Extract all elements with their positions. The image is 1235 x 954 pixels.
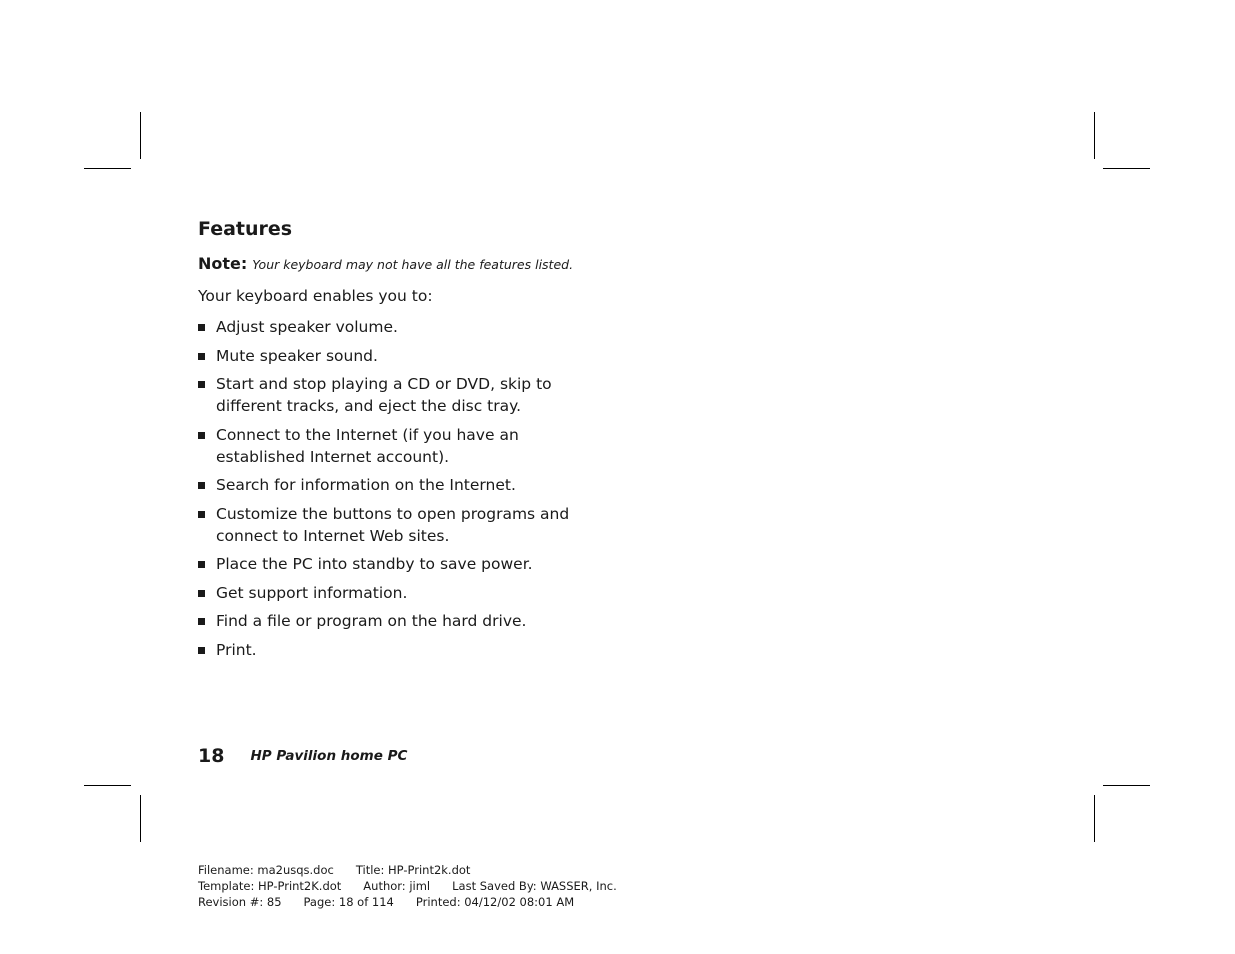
note-label: Note: <box>198 254 248 273</box>
document-info <box>198 862 617 910</box>
square-bullet-icon <box>198 618 205 625</box>
list-item-text: Find a file or program on the hard drive. <box>216 612 527 630</box>
doc-filename: Filename: ma2usqs.doc <box>198 863 334 877</box>
list-item-text: Connect to the Internet (if you have an established Internet account). <box>216 425 519 466</box>
square-bullet-icon <box>198 511 205 518</box>
list-item <box>198 503 578 547</box>
doc-template: Template: HP-Print2K.dot <box>198 879 342 893</box>
doc-info-row <box>198 862 617 878</box>
features-section <box>198 216 578 667</box>
doc-page: Page: 18 of 114 <box>303 895 394 909</box>
square-bullet-icon <box>198 353 205 360</box>
doc-last-saved-by: Last Saved By: WASSER, Inc. <box>452 879 617 893</box>
square-bullet-icon <box>198 561 205 568</box>
list-item-text: Print. <box>216 640 257 659</box>
square-bullet-icon <box>198 432 205 439</box>
crop-mark-bottom-right-vertical <box>1094 795 1095 842</box>
list-item-text: Get support information. <box>216 583 408 602</box>
doc-printed: Printed: 04/12/02 08:01 AM <box>415 895 575 909</box>
list-item <box>198 582 578 604</box>
square-bullet-icon <box>198 482 205 489</box>
intro-text: Your keyboard enables you to: <box>198 287 433 305</box>
doc-author: Author: jiml <box>363 879 431 893</box>
square-bullet-icon <box>198 590 205 597</box>
doc-info-row <box>198 878 617 894</box>
page-number: 18 <box>198 745 225 767</box>
list-item-text: Search for information on the Internet. <box>216 476 516 494</box>
page-footer <box>198 745 407 771</box>
section-heading: Features <box>198 218 293 240</box>
note-text: Your keyboard may not have all the features listed. <box>252 257 574 272</box>
list-item <box>198 373 578 417</box>
doc-revision: Revision #: 85 <box>198 895 282 909</box>
crop-mark-top-left-vertical <box>140 112 141 159</box>
features-list <box>198 316 578 661</box>
square-bullet-icon <box>198 324 205 331</box>
list-item-text: Customize the buttons to open programs and connect to Internet Web sites. <box>216 504 570 545</box>
list-item-text: Adjust speaker volume. <box>216 318 398 336</box>
square-bullet-icon <box>198 647 205 654</box>
doc-title: Title: HP-Print2k.dot <box>355 863 471 877</box>
crop-mark-bottom-left-horizontal <box>84 785 131 786</box>
doc-info-row <box>198 894 617 910</box>
book-title: HP Pavilion home PC <box>250 748 408 764</box>
list-item <box>198 316 578 338</box>
list-item <box>198 639 578 661</box>
list-item <box>198 474 578 496</box>
list-item <box>198 610 578 632</box>
crop-mark-bottom-left-vertical <box>140 795 141 842</box>
list-item <box>198 553 578 575</box>
crop-mark-top-left-horizontal <box>84 168 131 169</box>
list-item-text: Mute speaker sound. <box>216 346 378 365</box>
list-item-text: Place the PC into standby to save power. <box>216 555 533 573</box>
list-item-text: Start and stop playing a CD or DVD, skip to different tracks, and eject the disc tray. <box>216 375 552 415</box>
crop-mark-top-right-vertical <box>1094 112 1095 159</box>
list-item <box>198 424 578 468</box>
note <box>198 254 578 275</box>
list-item <box>198 345 578 367</box>
crop-mark-top-right-horizontal <box>1103 168 1150 169</box>
square-bullet-icon <box>198 381 205 388</box>
crop-mark-bottom-right-horizontal <box>1103 785 1150 786</box>
